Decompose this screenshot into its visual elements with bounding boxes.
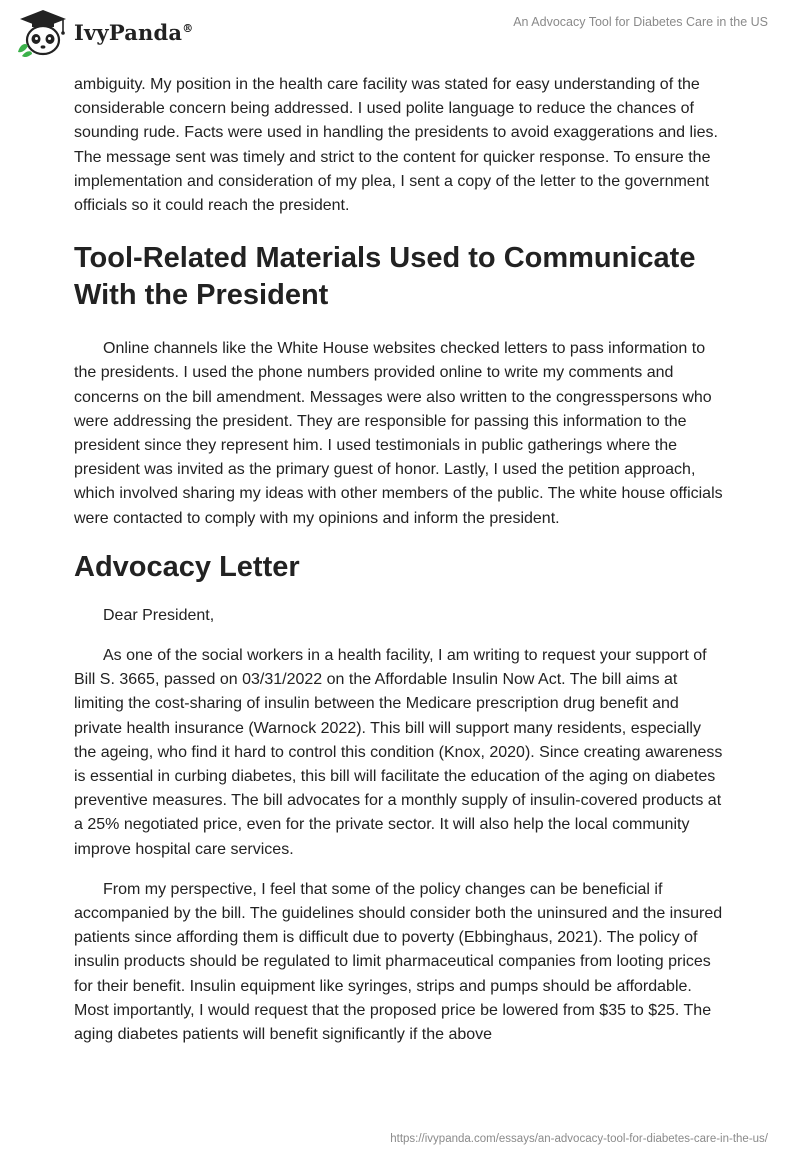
- brand-name: IvyPanda®: [74, 19, 194, 45]
- heading-advocacy-letter: Advocacy Letter: [74, 550, 300, 583]
- letter-salutation: Dear President,: [103, 606, 215, 624]
- ivypanda-logo[interactable]: [16, 8, 193, 58]
- heading-tool-related-materials: Tool-Related Materials Used to Communicate With the President: [74, 242, 696, 312]
- paragraph-tool-materials: Online channels like the White House websites checked letters to pass information to the presidents. I used the phone numbers provided online to write my comments and concerns on the bill amendment. Messages were also written to the congresspersons who were addressing the president. They are responsible for passing this information to the president since they represent him. I used testimonials in public gatherings where the president was invited as the primary guest of honor. Lastly, I used the petition approach, which involved sharing my ideas with other members of the public. The white house officials were contacted to comply with my opinions and inform the president.: [74, 340, 723, 527]
- page-header: [0, 0, 800, 70]
- paragraph-intro-continued: ambiguity. My position in the health care facility was stated for easy understanding of the considerable concern being addressed. I used polite language to reduce the chances of sounding rude. Facts were used in handling the presidents to avoid exaggerations and lies. The message sent was timely and strict to the content for quicker response. To ensure the implementation and consideration of my plea, I sent a copy of the letter to the government officials so it could reach the president.: [74, 76, 718, 215]
- panda-graduate-icon: [16, 8, 70, 58]
- document-title: An Advocacy Tool for Diabetes Care in the US: [513, 15, 768, 29]
- essay-content: [74, 70, 726, 1047]
- letter-paragraph-2: From my perspective, I feel that some of the policy changes can be beneficial if accompanied by the bill. The guidelines should consider both the uninsured and the insured patients since affording them is difficult due to poverty (Ebbinghaus, 2021). The policy of insulin products should be regulated to limit pharmaceutical companies from looting prices for their benefit. Insulin equipment like syringes, strips and pumps should be affordable. Most importantly, I would request that the proposed price be lowered from $35 to $25. The aging diabetes patients will benefit significantly if the above: [74, 880, 723, 1044]
- source-url[interactable]: https://ivypanda.com/essays/an-advocacy-tool-for-diabetes-care-in-the-us/: [390, 1133, 768, 1145]
- letter-paragraph-1: As one of the social workers in a health facility, I am writing to request your support of Bill S. 3665, passed on 03/31/2022 on the Affordable Insulin Now Act. The bill aims at limiting the cost-sharing of insulin between the Medicare prescription drug benefit and private health insurance (Warnock 2022). This bill will support many residents, especially the ageing, who find it hard to control this condition (Knox, 2020). Since creating awareness is essential in curbing diabetes, this bill will facilitate the education of the aging on diabetes preventive measures. The bill advocates for a monthly supply of insulin-covered products at a 25% negotiated price, even for the private sector. It will also help the local community improve hospital care services.: [74, 647, 723, 858]
